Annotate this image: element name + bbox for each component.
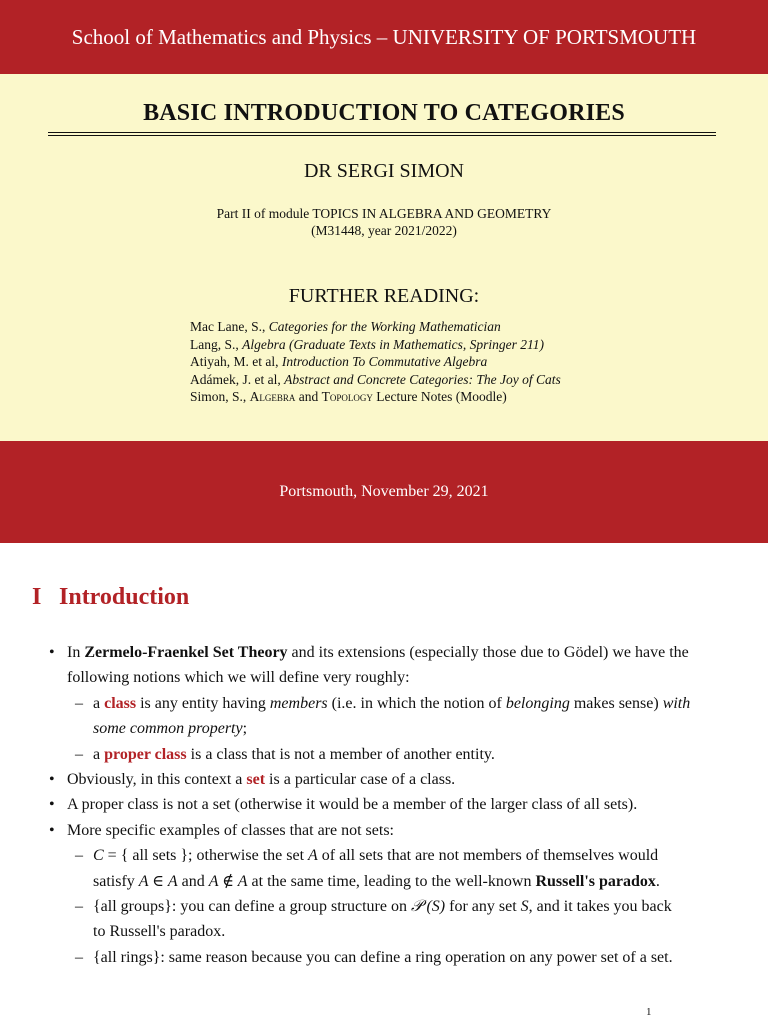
header-band xyxy=(0,0,768,74)
bullet-icon: • xyxy=(49,796,55,814)
sub-list-item: – a proper class is a class that is not a member of another entity. xyxy=(0,742,768,767)
section-heading xyxy=(32,584,189,611)
reference-list xyxy=(190,318,561,406)
dash-icon: – xyxy=(75,948,83,966)
sub-list-item: – C = { all sets }; otherwise the set A of all sets that are not members of themselves would xyxy=(0,843,768,868)
bullet-icon: • xyxy=(49,644,55,661)
module-info xyxy=(0,205,768,239)
document-title: BASIC INTRODUCTION TO CATEGORIES xyxy=(143,100,625,126)
sub-list-item: – a class is any entity having members (i.e. in which the notion of belonging makes sense) with xyxy=(0,691,768,716)
module-code-line: (M31448, year 2021/2022) xyxy=(311,223,457,238)
author-name: DR SERGI SIMON xyxy=(303,160,465,182)
section-number: I xyxy=(32,584,42,610)
date-band xyxy=(0,441,768,543)
module-line: Part II of module TOPICS IN ALGEBRA AND GEOMETRY xyxy=(216,206,552,221)
sub-list-item-continuation: some common property; xyxy=(93,720,248,738)
dash-icon: – xyxy=(75,694,83,712)
reference-item: Simon, S., Algebra and Topology Lecture Notes (Moodle) xyxy=(190,389,507,405)
institution-heading: School of Mathematics and Physics – UNIVERSITY OF PORTSMOUTH xyxy=(71,24,697,49)
section-title: Introduction xyxy=(59,584,190,610)
dash-icon: – xyxy=(75,745,83,763)
body-text xyxy=(0,640,768,970)
list-item: • Obviously, in this context a set is a particular case of a class. xyxy=(0,767,768,792)
bullet-icon: • xyxy=(49,771,55,789)
title-rule xyxy=(48,132,716,136)
bullet-icon: • xyxy=(49,821,55,839)
place-date: Portsmouth, November 29, 2021 xyxy=(279,483,489,500)
list-item: • In Zermelo-Fraenkel Set Theory and its extensions (especially those due to Gödel) we have the xyxy=(0,640,768,665)
list-item: • More specific examples of classes that are not sets: xyxy=(0,818,768,843)
list-item: • A proper class is not a set (otherwise it would be a member of the larger class of all sets). xyxy=(0,792,768,817)
reference-item: Adámek, J. et al, Abstract and Concrete Categories: The Joy of Cats xyxy=(190,371,561,387)
sub-list-item: – {all rings}: same reason because you can define a ring operation on any power set of a set. xyxy=(0,945,768,970)
reference-item: Mac Lane, S., Categories for the Working Mathematician xyxy=(190,319,501,334)
reference-item: Atiyah, M. et al, Introduction To Commutative Algebra xyxy=(190,354,488,370)
reference-item: Lang, S., Algebra (Graduate Texts in Mathematics, Springer 211) xyxy=(190,336,544,352)
page-number: 1 xyxy=(646,1006,652,1018)
list-item-continuation: following notions which we will define very roughly: xyxy=(67,669,410,687)
sub-list-item-continuation: satisfy A ∈ A and A ∉ A at the same time, leading to the well-known Russell's paradox. xyxy=(93,872,660,890)
sub-list-item: – {all groups}: you can define a group structure on 𝒫 (S) for any set S, and it takes you back xyxy=(0,894,768,919)
dash-icon: – xyxy=(75,847,83,865)
title-block xyxy=(0,74,768,441)
further-reading-heading: FURTHER READING: xyxy=(288,285,480,307)
dash-icon: – xyxy=(75,898,83,916)
sub-list-item-continuation: to Russell's paradox. xyxy=(93,923,226,941)
